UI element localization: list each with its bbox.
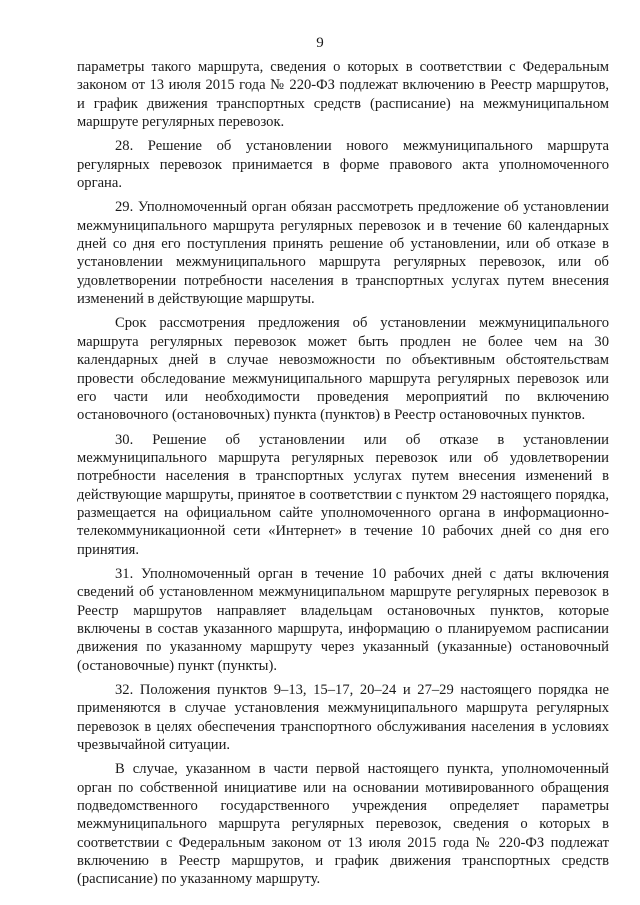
- paragraph-continuation: параметры такого маршрута, сведения о которых в соответствии с Федеральным законом от 13 июля 2015 года № 220-ФЗ подлежат включению в Реестр маршрутов, и график движения транспортных средств (расписание) на межмуниципальном маршруте регулярных перевозок.: [77, 59, 609, 131]
- document-body: [77, 58, 609, 889]
- paragraph-item-32: 32. Положения пунктов 9–13, 15–17, 20–24 и 27–29 настоящего порядка не применяются в случае установления межмуниципального маршрута регулярных перевозок в целях обеспечения транспортного обслуживания населения в условиях чрезвычайной ситуации.: [77, 682, 609, 754]
- paragraph-item-28: 28. Решение об установлении нового межмуниципального маршрута регулярных перевозок принимается в форме правового акта уполномоченного органа.: [77, 138, 609, 192]
- paragraph-item-30: 30. Решение об установлении или об отказе в установлении межмуниципального маршрута регулярных перевозок или об удовлетворении потребности населения в транспортных услугах путем внесения изменений в действующие маршруты, принятое в соответствии с пунктом 29 настоящего порядка, размещается на официальном сайте уполномоченного органа в информационно-телекоммуникационной сети «Интернет» в течение 10 рабочих дней со дня его принятия.: [77, 431, 609, 558]
- paragraph-item-31: 31. Уполномоченный орган в течение 10 рабочих дней с даты включения сведений об установленном межмуниципальном маршруте регулярных перевозок в Реестр маршрутов направляет владельцам остановочных пунктов, которые включены в состав указанного маршрута, информацию о планируемом расписании движения по указанному маршруту через указанный (указанные) остановочный (остановочные) пункт (пункты).: [77, 565, 609, 674]
- paragraph-item-29: 29. Уполномоченный орган обязан рассмотреть предложение об установлении межмуниципального маршрута регулярных перевозок и в течение 60 календарных дней со дня его поступления принять решение об установлении, или об отказе в установлении межмуниципального маршрута регулярных перевозок, или об удовлетворении потребности населения в транспортных услугах путем внесения изменений в действующие маршруты.: [77, 199, 609, 308]
- page-number: 9: [316, 35, 324, 51]
- paragraph-emergency-case: В случае, указанном в части первой настоящего пункта, уполномоченный орган по собственной инициативе или на основании мотивированного обращения подведомственного государственного учреждения определяет параметры межмуниципального маршрута регулярных перевозок, сведения о которых в соответствии с Федеральным законом от 13 июля 2015 года № 220-ФЗ подлежат включению в Реестр маршрутов, и график движения транспортных средств (расписание) по указанному маршруту.: [77, 761, 609, 888]
- paragraph-review-period: Срок рассмотрения предложения об установлении межмуниципального маршрута регулярных перевозок может быть продлен не более чем на 30 календарных дней в случае невозможности по объективным обстоятельствам провести обследование межмуниципального маршрута регулярных перевозок или его части или необходимости проведения мероприятий по включению остановочного (остановочных) пункта (пунктов) в Реестр остановочных пунктов.: [77, 315, 609, 424]
